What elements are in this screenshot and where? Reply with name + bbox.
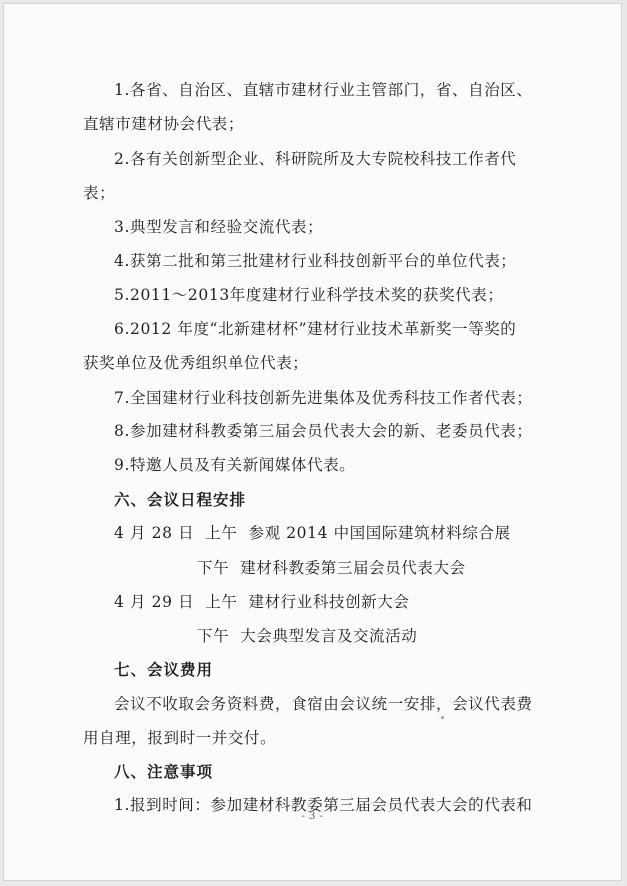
section-heading-notes: 八、注意事项 [114,763,214,781]
document-page [3,3,622,881]
body-line: 获奖单位及优秀组织单位代表； [83,354,309,372]
body-line: 1.报到时间：参加建材科教委第三届会员代表大会的代表和 [114,796,533,814]
section-heading-fees: 七、会议费用 [114,661,214,679]
body-line: 用自理，报到时一并交付。 [83,729,277,747]
schedule-line: 下午 建材科教委第三届会员代表大会 [197,559,466,577]
section-heading-schedule: 六、会议日程安排 [114,491,247,509]
body-line: 7.全国建材行业科技创新先进集体及优秀科技工作者代表； [114,389,533,407]
schedule-line: 4 月 28 日 上午 参观 2014 中国国际建筑材料综合展 [114,524,511,542]
body-line: 5.2011～2013年度建材行业科学技术奖的获奖代表； [114,286,504,304]
schedule-line: 4 月 29 日 上午 建材行业科技创新大会 [114,593,410,611]
schedule-line: 下午 大会典型发言及交流活动 [197,627,418,645]
body-line: 8.参加建材科教委第三届会员代表大会的新、老委员代表； [114,422,533,440]
stray-mark [441,716,444,719]
body-line: 6.2012 年度“北新建材杯”建材行业技术革新奖一等奖的 [114,320,517,338]
page-number: - 3 - [301,811,324,822]
body-line: 表； [83,184,116,202]
body-line: 3.典型发言和经验交流代表； [114,218,324,236]
body-line: 9.特邀人员及有关新闻媒体代表。 [114,456,356,474]
body-line: 直辖市建材协会代表； [83,115,245,133]
body-line: 4.获第二批和第三批建材行业科技创新平台的单位代表； [114,252,517,270]
body-line: 2.各有关创新型企业、科研院所及大专院校科技工作者代 [114,150,517,168]
body-line: 会议不收取会务资料费，食宿由会议统一安排，会议代表费 [114,695,533,713]
body-line: 1.各省、自治区、直辖市建材行业主管部门，省、自治区、 [114,81,533,99]
